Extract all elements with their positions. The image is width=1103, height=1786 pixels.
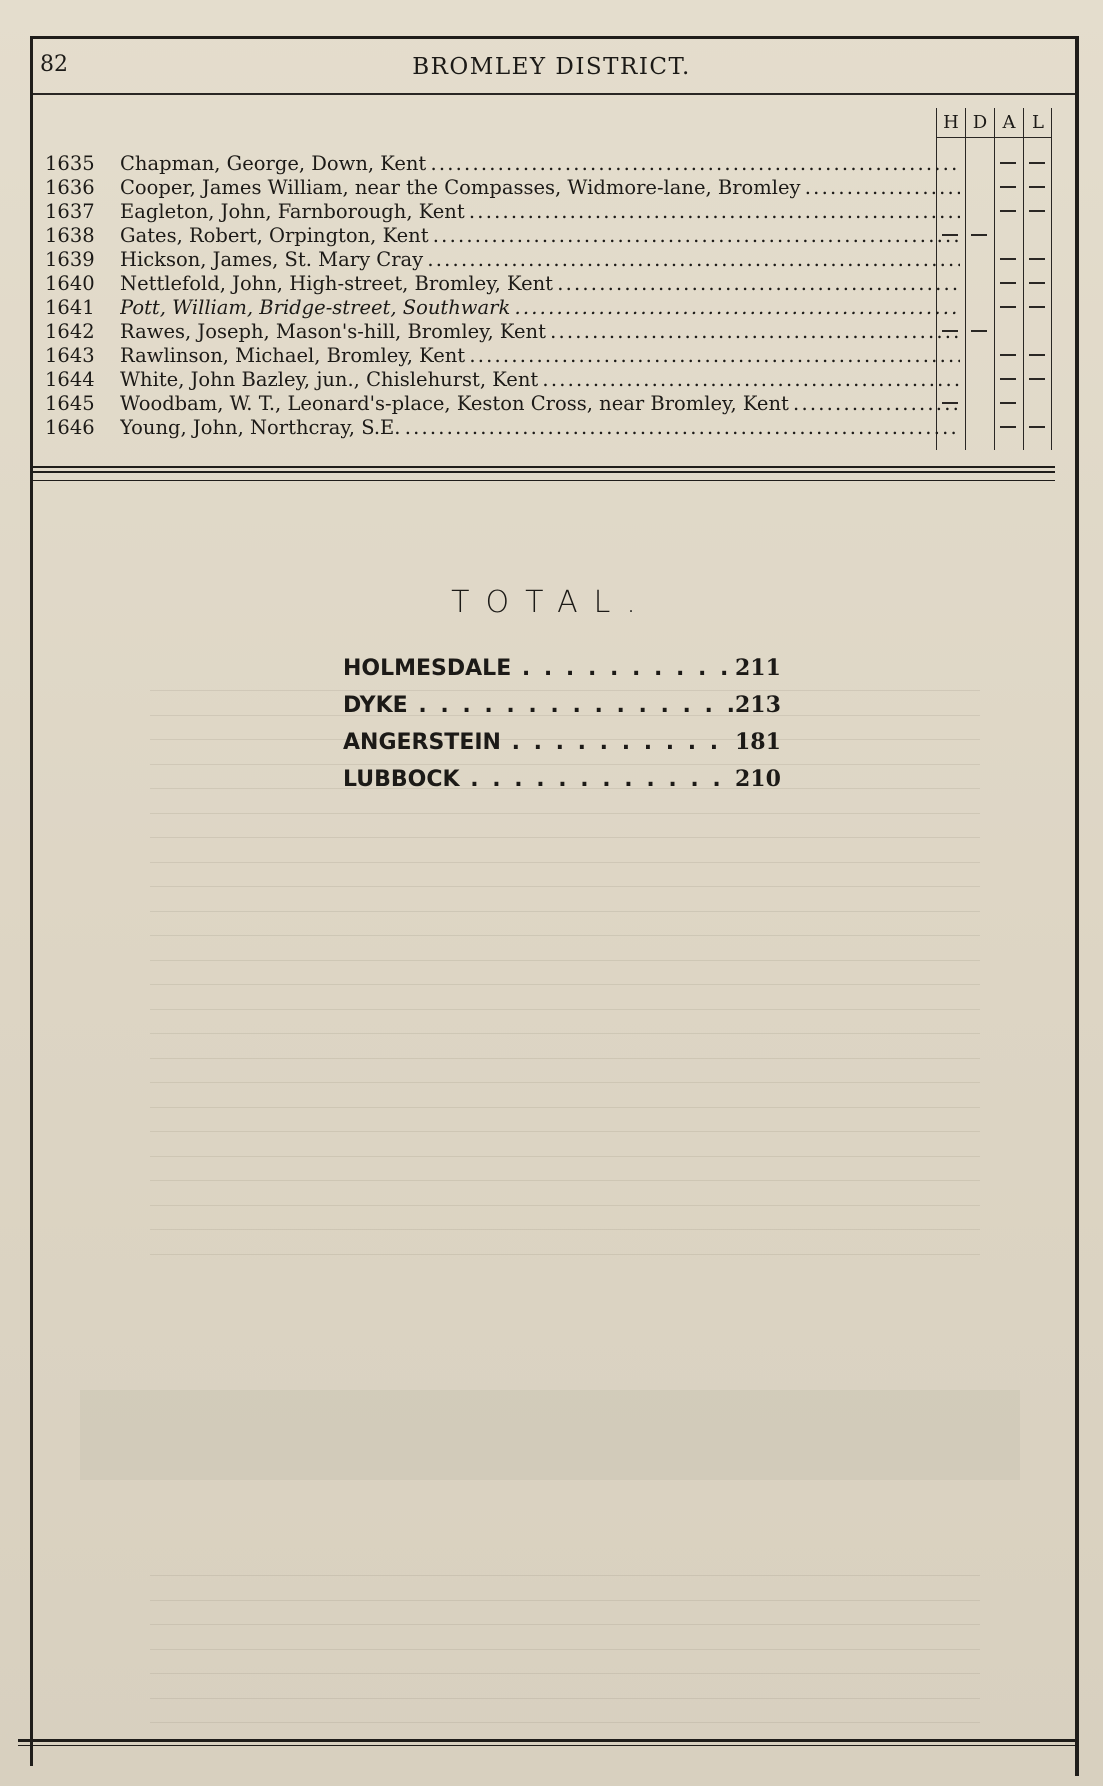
column-mark-a (1000, 282, 1016, 284)
bleed-line (150, 1156, 980, 1157)
entry-text: Pott, William, Bridge-street, Southwark . . . (120, 296, 960, 320)
column-mark-l (1029, 426, 1045, 428)
column-mark-l (1029, 354, 1045, 356)
bleed-line (150, 1649, 980, 1650)
column-mark-l (1029, 186, 1045, 188)
bleed-line (150, 984, 980, 985)
column-mark-a (1000, 258, 1016, 260)
bleed-line (150, 911, 980, 912)
list-item (45, 416, 1055, 440)
frame-right-border (1075, 36, 1079, 1776)
bleed-line (150, 1033, 980, 1034)
column-mark-l (1029, 282, 1045, 284)
bleed-line (150, 935, 980, 936)
total-row (343, 687, 793, 724)
column-mark-h (942, 402, 958, 404)
entry-number: 1636 (45, 176, 95, 199)
list-item (45, 200, 1055, 224)
bleed-line (150, 1107, 980, 1108)
section-rule (33, 471, 1055, 473)
totals-list (343, 650, 793, 798)
entry-text: Gates, Robert, Orpington, Kent . . . (120, 224, 960, 248)
column-mark-d (971, 330, 987, 332)
list-item (45, 320, 1055, 344)
total-value: 211 (735, 655, 781, 681)
bleed-line (150, 886, 980, 887)
column-mark-h (942, 330, 958, 332)
bleed-line (150, 1722, 980, 1723)
entry-number: 1643 (45, 344, 95, 367)
total-row (343, 724, 793, 761)
entry-number: 1640 (45, 272, 95, 295)
total-name: DYKE . . . (343, 687, 733, 724)
column-mark-h (942, 234, 958, 236)
column-mark-l (1029, 258, 1045, 260)
entry-number: 1639 (45, 248, 95, 271)
entry-text: Eagleton, John, Farnborough, Kent . . . (120, 200, 960, 224)
total-row (343, 650, 793, 687)
total-value: 210 (735, 766, 781, 792)
total-name: LUBBOCK . . . (343, 761, 733, 798)
bleed-line (150, 1575, 980, 1576)
list-item (45, 272, 1055, 296)
column-mark-a (1000, 186, 1016, 188)
frame-top-border (30, 36, 1078, 39)
list-item (45, 368, 1055, 392)
running-head: BROMLEY DISTRICT. (412, 54, 691, 80)
bleed-line (150, 1254, 980, 1255)
section-rule (33, 480, 1055, 481)
entry-number: 1641 (45, 296, 95, 319)
bleed-line (150, 1229, 980, 1230)
entry-text: Nettlefold, John, High-street, Bromley, Kent . . . (120, 272, 960, 296)
column-mark-a (1000, 354, 1016, 356)
entry-text: Hickson, James, St. Mary Cray . . . (120, 248, 960, 272)
column-mark-a (1000, 402, 1016, 404)
column-mark-a (1000, 210, 1016, 212)
bleed-line (150, 960, 980, 961)
column-mark-a (1000, 426, 1016, 428)
frame-bottom-border (18, 1739, 1078, 1742)
frame-left-border (30, 36, 33, 1766)
totals-heading: TOTAL. (451, 585, 652, 620)
bleed-line (150, 1624, 980, 1625)
entry-text: Young, John, Northcray, S.E. . . . (120, 416, 960, 440)
entry-number: 1646 (45, 416, 95, 439)
total-name: HOLMESDALE . . . (343, 650, 733, 687)
bleed-line (150, 1205, 980, 1206)
column-mark-l (1029, 378, 1045, 380)
bleed-line (150, 1180, 980, 1181)
column-mark-l (1029, 210, 1045, 212)
entry-text: Woodbam, W. T., Leonard's-place, Keston Cross, near Bromley, Kent . . . (120, 392, 960, 416)
column-header-l: L (1032, 112, 1044, 133)
total-name: ANGERSTEIN . . . (343, 724, 733, 761)
total-value: 213 (735, 692, 781, 718)
column-header-underline (936, 137, 1051, 138)
list-item (45, 296, 1055, 320)
entry-number: 1637 (45, 200, 95, 223)
list-item (45, 176, 1055, 200)
total-value: 181 (735, 729, 781, 755)
column-header-h: H (943, 112, 959, 133)
bleed-line (150, 862, 980, 863)
entry-number: 1642 (45, 320, 95, 343)
column-mark-a (1000, 378, 1016, 380)
column-mark-d (971, 234, 987, 236)
entry-text: White, John Bazley, jun., Chislehurst, Kent . . . (120, 368, 960, 392)
column-mark-a (1000, 162, 1016, 164)
column-mark-l (1029, 162, 1045, 164)
bleed-line (150, 1009, 980, 1010)
bleed-line (150, 813, 980, 814)
bleed-line (150, 1673, 980, 1674)
column-mark-a (1000, 306, 1016, 308)
bleed-line (150, 837, 980, 838)
section-rule (33, 466, 1055, 468)
list-item (45, 152, 1055, 176)
column-header-d: D (972, 112, 988, 133)
total-row (343, 761, 793, 798)
list-item (45, 248, 1055, 272)
entry-text: Rawlinson, Michael, Bromley, Kent . . . (120, 344, 960, 368)
list-item (45, 392, 1055, 416)
list-item (45, 344, 1055, 368)
entry-number: 1638 (45, 224, 95, 247)
header-rule (33, 93, 1075, 95)
bleed-line (150, 1131, 980, 1132)
bleed-line (150, 1698, 980, 1699)
entry-number: 1645 (45, 392, 95, 415)
entry-text: Cooper, James William, near the Compasses, Widmore-lane, Bromley . . . (120, 176, 960, 200)
page-number: 82 (40, 52, 68, 77)
entry-number: 1644 (45, 368, 95, 391)
frame-bottom-border-thin (18, 1745, 1078, 1746)
bleed-line (150, 1082, 980, 1083)
bleed-line (150, 1058, 980, 1059)
entry-number: 1635 (45, 152, 95, 175)
list-item (45, 224, 1055, 248)
column-header-a: A (1002, 112, 1016, 133)
bleed-line (150, 1600, 980, 1601)
voter-list (45, 152, 1055, 440)
entry-text: Rawes, Joseph, Mason's-hill, Bromley, Kent . . . (120, 320, 960, 344)
bleed-block (80, 1390, 1020, 1480)
entry-text: Chapman, George, Down, Kent . . . (120, 152, 960, 176)
column-mark-l (1029, 306, 1045, 308)
